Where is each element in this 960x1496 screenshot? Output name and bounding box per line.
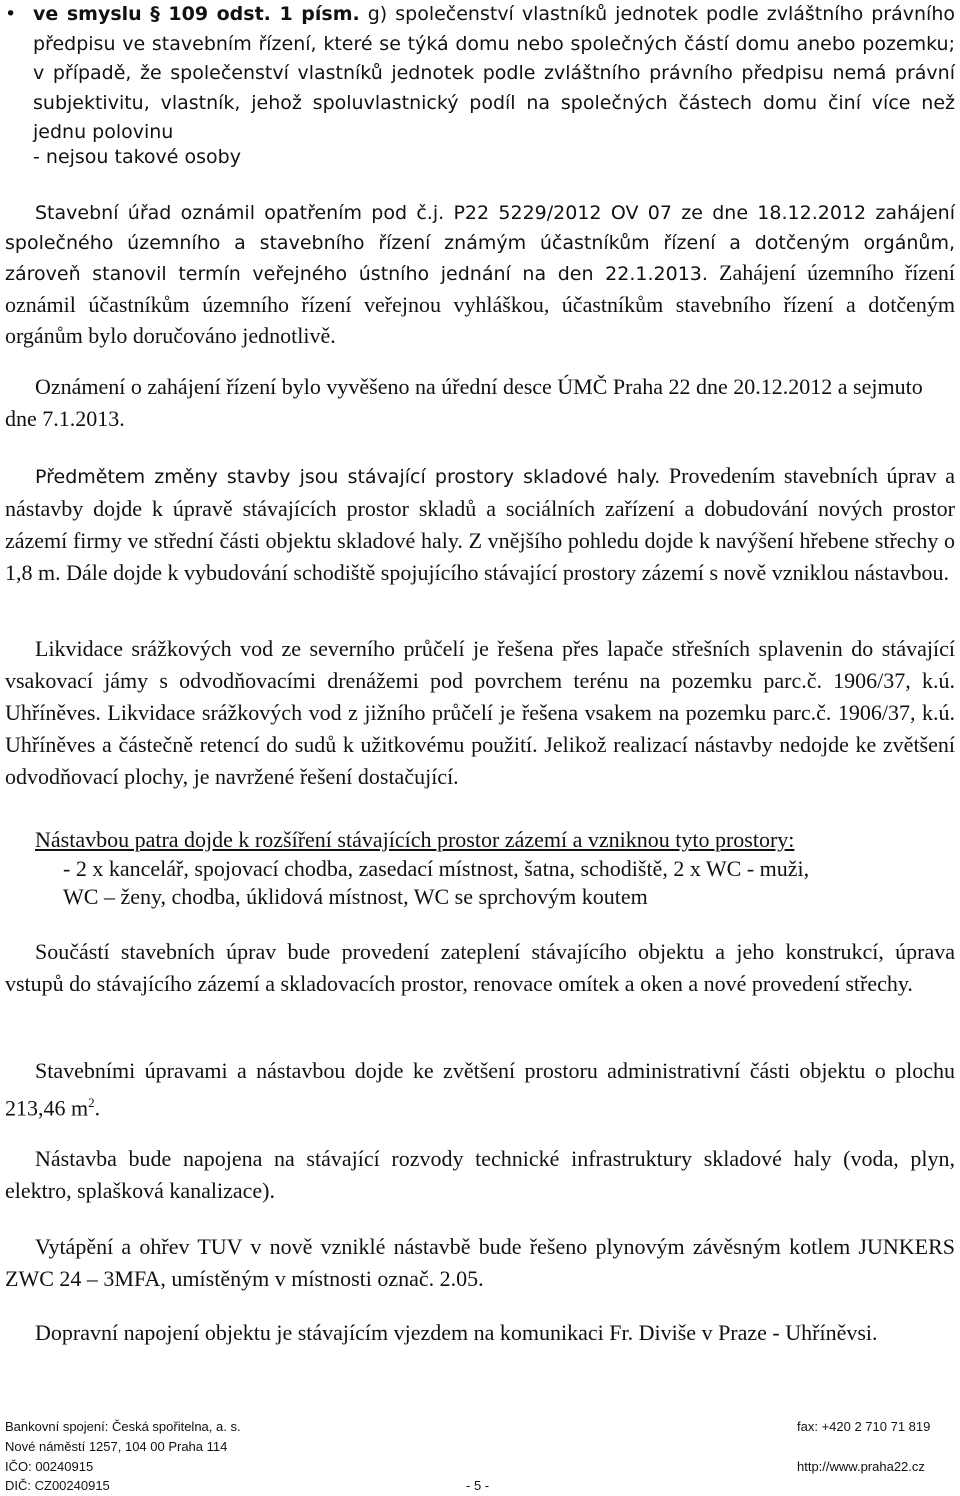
legal-bullet-item (5, 0, 955, 148)
bullet-body: g) společenství vlastníků jednotek podle zvláštního právního předpisu ve stavebním řízení, které se týká domu nebo společných částí domu anebo pozemku; v případě, že společenství vlastníků jednotek podle zvláštního právního předpisu nemá právní subjektivitu, vlastník, jehož spoluvlastnický podíl na společných částech domu činí více než jednu polovinu (33, 3, 955, 143)
paragraph-posting: Oznámení o zahájení řízení bylo vyvěšeno na úřední desce ÚMČ Praha 22 dne 20.12.2012 a sejmuto dne 7.1.2013. (5, 374, 923, 431)
paragraph-subject (5, 460, 955, 589)
area-superscript: 2 (88, 1095, 95, 1110)
footer-web-link[interactable]: http://www.praha22.cz (797, 1459, 925, 1474)
subject-sentence: Předmětem změny stavby jsou stávající prostory skladové haly. (35, 466, 661, 488)
footer-fax: fax: +420 2 710 71 819 (797, 1419, 931, 1434)
subject-description: Provedením stavebních úprav a nástavby dojde k úpravě stávajících prostor skladů a sociálních zařízení a dobudování nových prostor zázemí firmy ve střední části objektu skladové haly. Z vnějšího pohledu dojde k navýšení hřebene střechy o 1,8 m. Dále dojde k vybudování schodiště spojujícího stávající prostory zázemí s nově vzniklou nástavbou. (5, 463, 955, 585)
footer-page-number: - 5 - (466, 1478, 490, 1493)
paragraph-utilities: Nástavba bude napojena na stávající rozvody technické infrastruktury skladové haly (voda, plyn, elektro, splašková kanalizace). (5, 1146, 955, 1203)
footer-bank: Bankovní spojení: Česká spořitelna, a. s. (5, 1419, 241, 1434)
paragraph-access: Dopravní napojení objektu je stávajícím vjezdem na komunikaci Fr. Diviše v Praze - Uhříněvsi. (35, 1320, 878, 1345)
area-text: Stavebními úpravami a nástavbou dojde ke zvětšení prostoru administrativní části objektu o plochu 213,46 m (5, 1058, 955, 1121)
paragraph-drainage: Likvidace srážkových vod ze severního průčelí je řešena přes lapače střešních splavenin do stávající vsakovací jámy s odvodňovacími drenážemi pod povrchem terénu na pozemku parc.č. 1906/37, k.ú. Uhříněves. Likvidace srážkových vod z jižního průčelí je řešena vsakem na pozemku parc.č. 1906/37, k.ú. Uhříněves a částečně retencí do sudů k užitkovému použití. Jelikož realizací nástavby nedojde ke zvětšení odvodňovací plochy, je navržené řešení dostačující. (5, 636, 955, 789)
notice-public-sentence: Zahájení územního řízení oznámil účastníkům územního řízení veřejnou vyhláškou, účastníkům stavebního řízení a dotčeným orgánům bylo doručováno jednotlivě. (5, 260, 955, 348)
paragraph-heating: Vytápění a ohřev TUV v nově vzniklé nástavbě bude řešeno plynovým závěsným kotlem JUNKERS ZWC 24 – 3MFA, umístěným v místnosti označ. 2.05. (5, 1234, 955, 1291)
new-rooms-line-2: WC – ženy, chodba, úklidová místnost, WC se sprchovým koutem (63, 884, 648, 909)
bullet-bold-prefix: ve smyslu § 109 odst. 1 písm. (33, 3, 360, 25)
paragraph-new-floor-heading: Nástavbou patra dojde k rozšíření stávajících prostor zázemí a vzniknou tyto prostory: (35, 827, 795, 852)
bullet-icon: • (5, 3, 17, 25)
bullet-text (33, 0, 955, 148)
footer-dic: DIČ: CZ00240915 (5, 1478, 110, 1493)
paragraph-area (5, 1055, 955, 1124)
footer-address: Nové náměstí 1257, 104 00 Praha 114 (5, 1439, 228, 1454)
new-rooms-line-1: - 2 x kancelář, spojovací chodba, zasedací místnost, šatna, schodiště, 2 x WC - muži, (63, 856, 810, 881)
footer-ico: IČO: 00240915 (5, 1459, 94, 1474)
area-end: . (94, 1095, 101, 1121)
paragraph-renovation: Součástí stavebních úprav bude provedení zateplení stávajícího objektu a jeho konstrukcí, úprava vstupů do stávajícího zázemí a skladovacích prostor, renovace omítek a oken a nové provedení střechy. (5, 939, 955, 996)
bullet-note: - nejsou takové osoby (33, 146, 241, 168)
paragraph-notice-opening: Stavební úřad oznámil opatřením pod č.j. P22 5229/2012 OV 07 ze dne 18.12.2012 zahájení společného územního a stavebního řízení známým účastníkům řízení a dotčeným orgánům, zároveň stanovil termín veřejného ústního jednání na den 22.1.2013. Zahájení územního řízení oznámil účastníkům územního řízení veřejnou vyhláškou, účastníkům stavebního řízení a dotčeným orgánům bylo doručováno jednotlivě. (5, 202, 955, 348)
